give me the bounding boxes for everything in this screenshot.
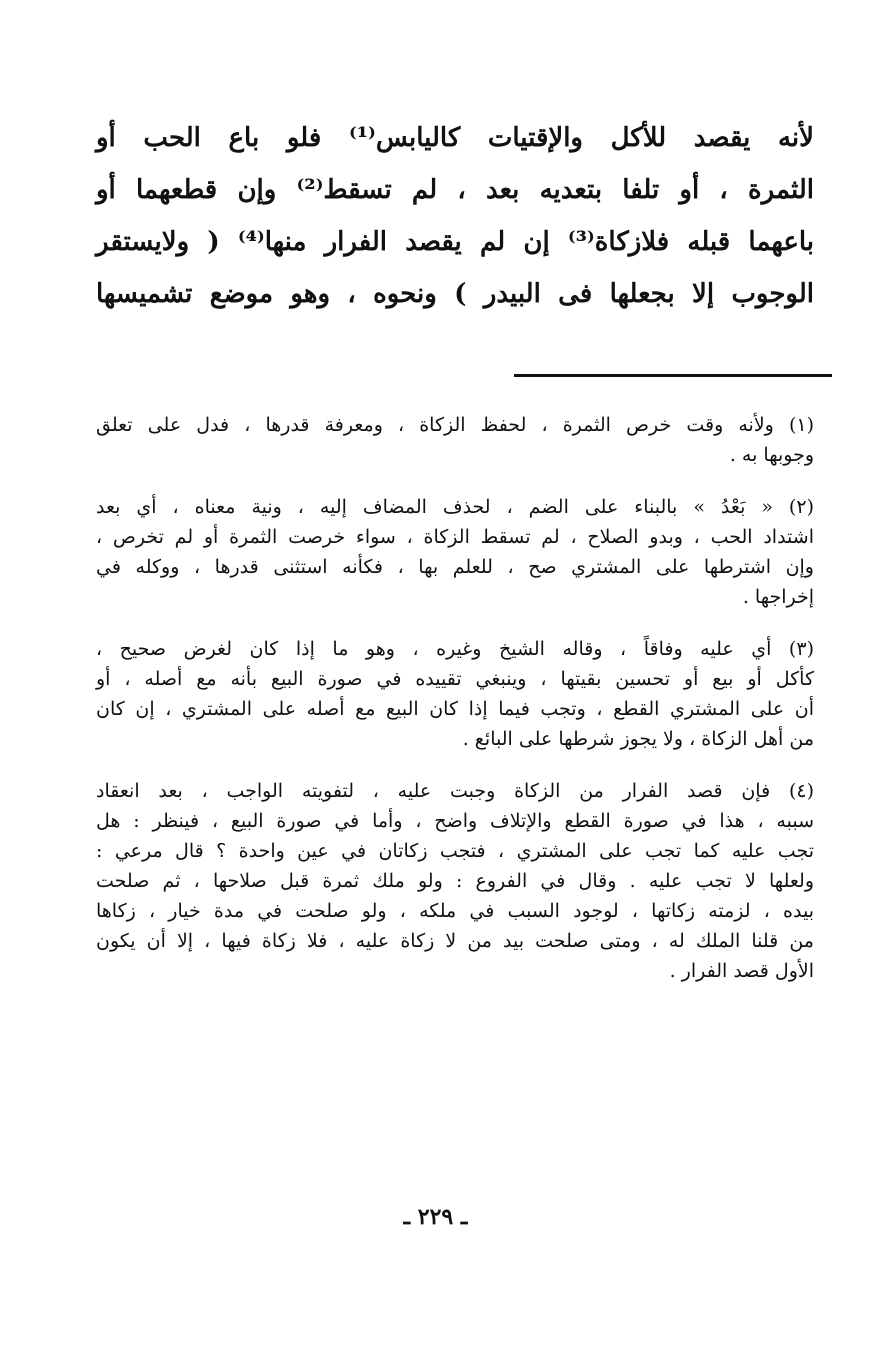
footnote-line: سببه ، هذا في صورة القطع والإتلاف واضح ، وأما في صورة البيع ، فينظر : هل [96, 810, 814, 832]
footnote-line: وإن اشترطها على المشتري صح ، للعلم بها ، فكأنه استثنى قدرها ، ووكله في [96, 556, 814, 578]
footnote-divider [514, 374, 832, 377]
footnote-line: إخراجها . [742, 586, 814, 608]
footnote-4 [96, 776, 814, 986]
footnote-line: من أهل الزكاة ، ولا يجوز شرطها على البائع . [462, 728, 814, 750]
main-text [96, 112, 814, 320]
footnote-line: بيده ، لزمته زكاتها ، لوجود السبب في ملكه ، ولو صلحت في مدة خيار ، زكاها [96, 900, 814, 922]
main-text-line: الوجوب إلا بجعلها فى البيدر ) ونحوه ، وهو موضع تشميسها [96, 279, 814, 309]
footnote-line: (٢) « بَعْدُ » بالبناء على الضم ، لحذف المضاف إليه ، ونية معناه ، أي بعد [96, 496, 814, 518]
footnote-line: اشتداد الحب ، وبدو الصلاح ، لم تسقط الزكاة ، سواء خرصت الثمرة أو لم تخرص ، [96, 526, 814, 548]
footnote-3 [96, 634, 814, 754]
footnote-line: ولعلها لا تجب عليه . وقال في الفروع : ولو ملك ثمرة قبل صلاحها ، ثم صلحت [96, 870, 814, 892]
footnote-line: أن على المشتري القطع ، وتجب فيما إذا كان البيع مع أصله على المشتري ، إن كان [96, 698, 814, 720]
footnote-line: الأول قصد الفرار . [669, 960, 814, 982]
footnote-line: من قلنا الملك له ، ومتى صلحت بيد من لا زكاة عليه ، فلا زكاة فيها ، إلا أن يكون [96, 930, 814, 952]
footnote-1 [96, 410, 814, 470]
footnote-2 [96, 492, 814, 612]
footnote-line: كأكل أو بيع أو تحسين بقيتها ، وينبغي تقييده في صورة البيع بأنه مع أصله ، أو [96, 668, 814, 690]
footnote-line: وجوبها به . [729, 444, 814, 466]
page-number: ـ ٢٢٩ ـ [403, 1204, 468, 1230]
footnote-line: (١) ولأنه وقت خرص الثمرة ، لحفظ الزكاة ، ومعرفة قدرها ، فدل على تعلق [96, 414, 814, 436]
main-text-line: الثمرة ، أو تلفا بتعديه بعد ، لم تسقط⁽²⁾ وإن قطعهما أو [96, 175, 814, 205]
main-text-line: لأنه يقصد للأكل والإقتيات كاليابس⁽¹⁾ فلو باع الحب أو [96, 123, 814, 153]
footnotes [96, 410, 814, 1008]
footnote-line: تجب عليه كما تجب على المشتري ، فتجب زكاتان في عين واحدة ؟ قال مرعي : [96, 840, 814, 862]
main-text-line: باعهما قبله فلازكاة⁽³⁾ إن لم يقصد الفرار منها⁽⁴⁾ ( ولايستقر [96, 227, 815, 257]
footnote-line: (٣) أي عليه وفاقاً ، وقاله الشيخ وغيره ، وهو ما إذا كان لغرض صحيح ، [96, 638, 814, 660]
footnote-line: (٤) فإن قصد الفرار من الزكاة وجبت عليه ، لتفويته الواجب ، بعد انعقاد [96, 780, 814, 802]
